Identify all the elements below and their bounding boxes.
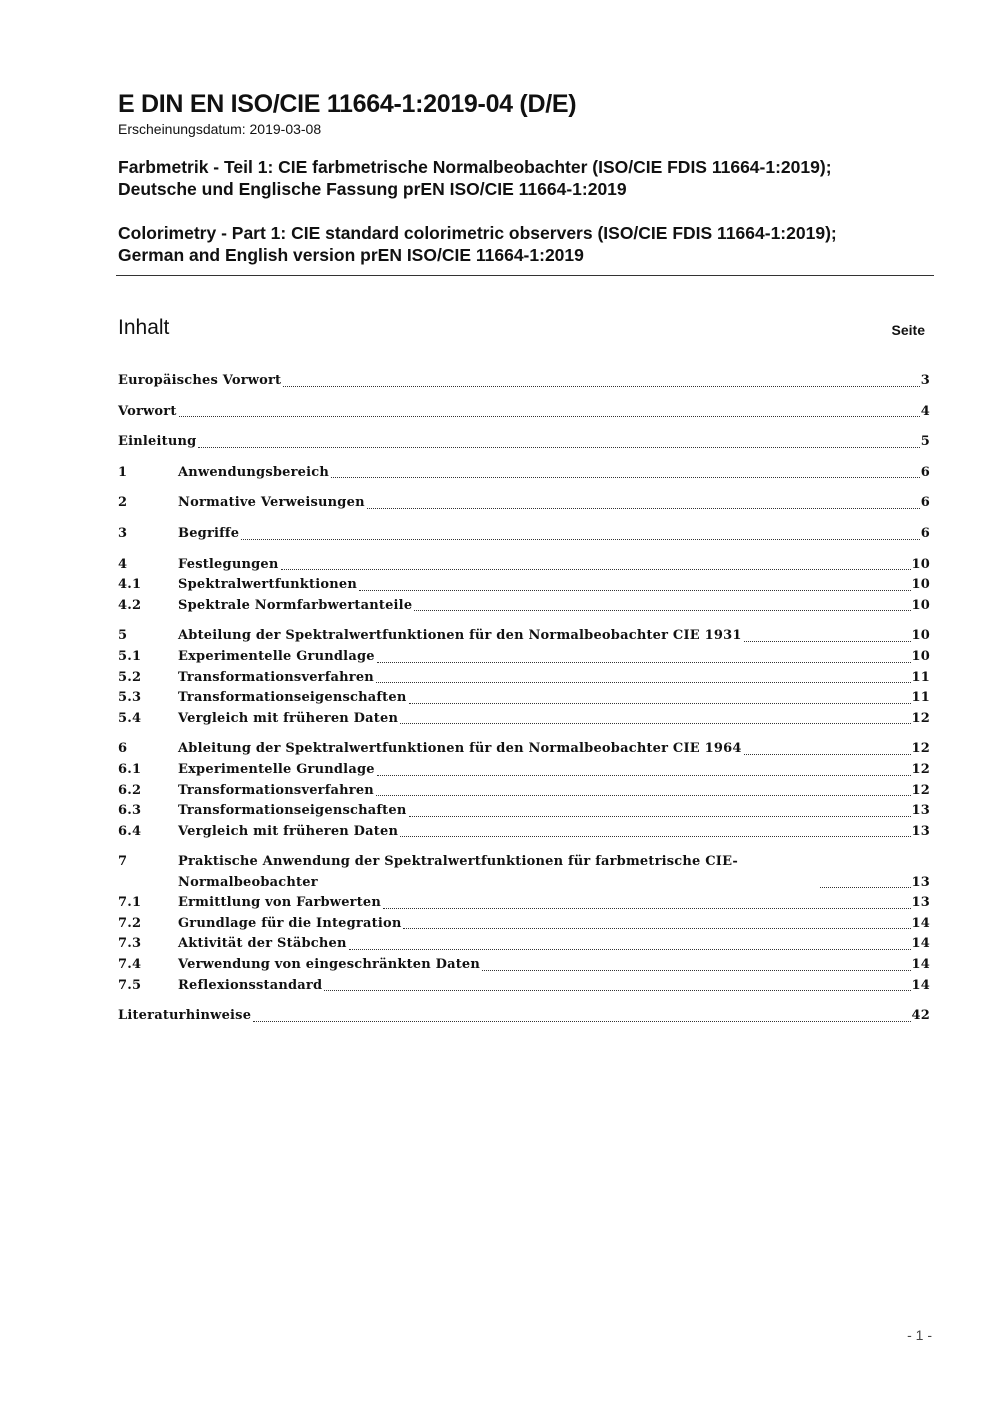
toc-entry-page: 12 — [911, 741, 930, 757]
toc-entry-title: Transformationsverfahren — [178, 669, 374, 685]
toc-entry-7-3[interactable] — [118, 934, 930, 955]
toc-entry-number: 7.1 — [118, 895, 142, 911]
dot-leader — [482, 970, 910, 971]
toc-entry-title: Ableitung der Spektralwertfunktionen für den Normalbeobachter CIE 1964 — [178, 741, 742, 757]
toc-entry-title: Begriffe — [178, 525, 240, 541]
toc-entry-3[interactable] — [118, 524, 930, 545]
toc-entry-page: 13 — [911, 823, 930, 839]
toc-entry-page: 10 — [911, 597, 930, 613]
toc-entry-vorwort[interactable] — [118, 402, 930, 423]
dot-leader — [414, 610, 910, 611]
toc-entry-title: Anwendungsbereich — [178, 464, 330, 480]
toc-entry-1[interactable] — [118, 463, 930, 484]
toc-entry-page: 10 — [911, 577, 930, 593]
dot-leader — [281, 569, 911, 570]
dot-leader — [377, 662, 911, 663]
toc-entry-number: 6.2 — [118, 782, 142, 798]
dot-leader — [744, 641, 911, 642]
toc-entry-title: Literaturhinweise — [118, 1008, 252, 1024]
toc-entry-number: 2 — [118, 495, 128, 511]
dot-leader — [376, 795, 911, 796]
toc-entry-page: 42 — [911, 1008, 930, 1024]
toc-entry-page: 13 — [911, 895, 930, 911]
dot-leader — [367, 508, 920, 509]
toc-entry-6-4[interactable] — [118, 822, 930, 843]
toc-entry-page: 13 — [911, 803, 930, 819]
dot-leader — [400, 836, 910, 837]
toc-entry-number: 6 — [118, 741, 128, 757]
toc-entry-7-5[interactable] — [118, 976, 930, 997]
dot-leader — [359, 590, 911, 591]
toc-entry-7-2[interactable] — [118, 914, 930, 935]
toc-entry-page: 4 — [920, 403, 930, 419]
dot-leader — [241, 539, 920, 540]
toc-heading: Inhalt — [118, 316, 170, 339]
table-of-contents — [118, 371, 930, 1027]
toc-entry-page: 6 — [920, 464, 930, 480]
toc-entry-number: 5.1 — [118, 648, 142, 664]
toc-entry-number: 7.2 — [118, 915, 142, 931]
toc-entry-number: 4 — [118, 556, 128, 572]
toc-entry-number: 6.1 — [118, 761, 142, 777]
toc-entry-page: 10 — [911, 648, 930, 664]
toc-entry-number: 5.4 — [118, 710, 142, 726]
toc-entry-6-1[interactable] — [118, 760, 930, 781]
toc-entry-title: Reflexionsstandard — [178, 977, 323, 993]
dot-leader — [324, 990, 910, 991]
toc-entry-7-1[interactable] — [118, 893, 930, 914]
toc-entry-5-1[interactable] — [118, 647, 930, 668]
header-divider — [116, 275, 934, 276]
page-number: - 1 - — [907, 1327, 932, 1343]
toc-entry-5-2[interactable] — [118, 668, 930, 689]
dot-leader — [349, 949, 911, 950]
toc-entry-title: Aktivität der Stäbchen — [178, 936, 347, 952]
toc-entry-page: 10 — [911, 556, 930, 572]
toc-entry-europaeisches-vorwort[interactable] — [118, 371, 930, 392]
dot-leader — [383, 908, 910, 909]
toc-entry-page: 14 — [911, 977, 930, 993]
toc-entry-number: 3 — [118, 525, 128, 541]
toc-entry-page: 12 — [911, 761, 930, 777]
toc-entry-page: 14 — [911, 957, 930, 973]
toc-entry-page: 14 — [911, 936, 930, 952]
dot-leader — [198, 447, 919, 448]
toc-entry-title: Transformationsverfahren — [178, 782, 374, 798]
toc-entry-4-2[interactable] — [118, 596, 930, 617]
toc-entry-title: Verwendung von eingeschränkten Daten — [178, 957, 481, 973]
toc-entry-4[interactable] — [118, 555, 930, 576]
toc-entry-title: Transformationseigenschaften — [178, 803, 407, 819]
toc-entry-title-line2: Normalbeobachter — [178, 874, 318, 890]
toc-entry-page: 5 — [920, 434, 930, 450]
toc-entry-number: 5.2 — [118, 669, 142, 685]
toc-entry-title: Normative Verweisungen — [178, 495, 365, 511]
toc-entry-number: 6.3 — [118, 803, 142, 819]
toc-page-column-label: Seite — [891, 322, 925, 338]
toc-entry-title: Transformationseigenschaften — [178, 690, 407, 706]
toc-entry-einleitung[interactable] — [118, 432, 930, 453]
toc-entry-title-line1: Praktische Anwendung der Spektralwertfunktionen für farbmetrische CIE- — [178, 854, 739, 870]
toc-entry-page: 10 — [911, 628, 930, 644]
toc-entry-title: Experimentelle Grundlage — [178, 761, 375, 777]
toc-entry-number: 7.4 — [118, 957, 142, 973]
dot-leader — [331, 477, 920, 478]
document-header — [118, 88, 934, 266]
dot-leader — [820, 887, 911, 888]
toc-entry-title: Einleitung — [118, 434, 197, 450]
toc-entry-title: Grundlage für die Integration — [178, 915, 402, 931]
toc-entry-title: Spektrale Normfarbwertanteile — [178, 597, 413, 613]
toc-entry-title: Europäisches Vorwort — [118, 373, 282, 388]
toc-entry-page: 13 — [911, 874, 930, 890]
dot-leader — [409, 703, 911, 704]
toc-entry-5[interactable] — [118, 626, 930, 647]
toc-entry-page: 11 — [911, 669, 930, 685]
toc-entry-page: 11 — [911, 690, 930, 706]
title-english: Colorimetry - Part 1: CIE standard colorimetric observers (ISO/CIE FDIS 11664-1:2019); German and English version prEN ISO/CIE 11664-1:2019 — [118, 223, 837, 265]
toc-entry-6[interactable] — [118, 739, 930, 760]
document-number: E DIN EN ISO/CIE 11664-1:2019-04 (D/E) — [118, 90, 577, 118]
toc-entry-7-4[interactable] — [118, 955, 930, 976]
toc-entry-7[interactable] — [118, 852, 930, 893]
toc-entry-number: 1 — [118, 464, 128, 480]
toc-entry-title: Vergleich mit früheren Daten — [178, 823, 399, 839]
toc-entry-page: 6 — [920, 525, 930, 541]
toc-entry-5-4[interactable] — [118, 709, 930, 730]
toc-entry-page: 12 — [911, 782, 930, 798]
dot-leader — [400, 723, 910, 724]
toc-entry-number: 5.3 — [118, 690, 142, 706]
toc-entry-page: 6 — [920, 495, 930, 511]
toc-entry-6-3[interactable] — [118, 801, 930, 822]
toc-entry-title: Ermittlung von Farbwerten — [178, 895, 382, 911]
toc-entry-title: Experimentelle Grundlage — [178, 648, 375, 664]
toc-entry-page: 3 — [920, 373, 930, 388]
toc-entry-6-2[interactable] — [118, 781, 930, 802]
dot-leader — [253, 1021, 910, 1022]
toc-entry-title: Vorwort — [118, 403, 177, 419]
toc-entry-4-1[interactable] — [118, 575, 930, 596]
dot-leader — [179, 416, 920, 417]
title-german: Farbmetrik - Teil 1: CIE farbmetrische Normalbeobachter (ISO/CIE FDIS 11664-1:2019); Deutsche und Englische Fassung prEN ISO/CIE 11664-1:2019 — [118, 157, 832, 199]
dot-leader — [744, 754, 911, 755]
toc-entry-2[interactable] — [118, 493, 930, 514]
toc-entry-number: 5 — [118, 628, 128, 644]
dot-leader — [283, 386, 919, 387]
toc-entry-number: 7.3 — [118, 936, 142, 952]
dot-leader — [409, 816, 911, 817]
dot-leader — [403, 928, 910, 929]
toc-entry-title: Abteilung der Spektralwertfunktionen für den Normalbeobachter CIE 1931 — [178, 628, 742, 644]
toc-entry-number: 7.5 — [118, 977, 142, 993]
toc-entry-page: 14 — [911, 915, 930, 931]
dot-leader — [377, 775, 911, 776]
toc-entry-title: Spektralwertfunktionen — [178, 577, 357, 593]
toc-entry-title: Festlegungen — [178, 556, 279, 572]
toc-entry-literaturhinweise[interactable] — [118, 1006, 930, 1027]
dot-leader — [376, 682, 911, 683]
publication-date: Erscheinungsdatum: 2019-03-08 — [118, 121, 322, 137]
toc-entry-number: 4.1 — [118, 577, 142, 593]
toc-entry-number: 6.4 — [118, 823, 142, 839]
toc-entry-title: Vergleich mit früheren Daten — [178, 710, 399, 726]
toc-entry-number: 4.2 — [118, 597, 142, 613]
toc-entry-number: 7 — [118, 854, 128, 870]
toc-entry-page: 12 — [911, 710, 930, 726]
toc-entry-5-3[interactable] — [118, 688, 930, 709]
